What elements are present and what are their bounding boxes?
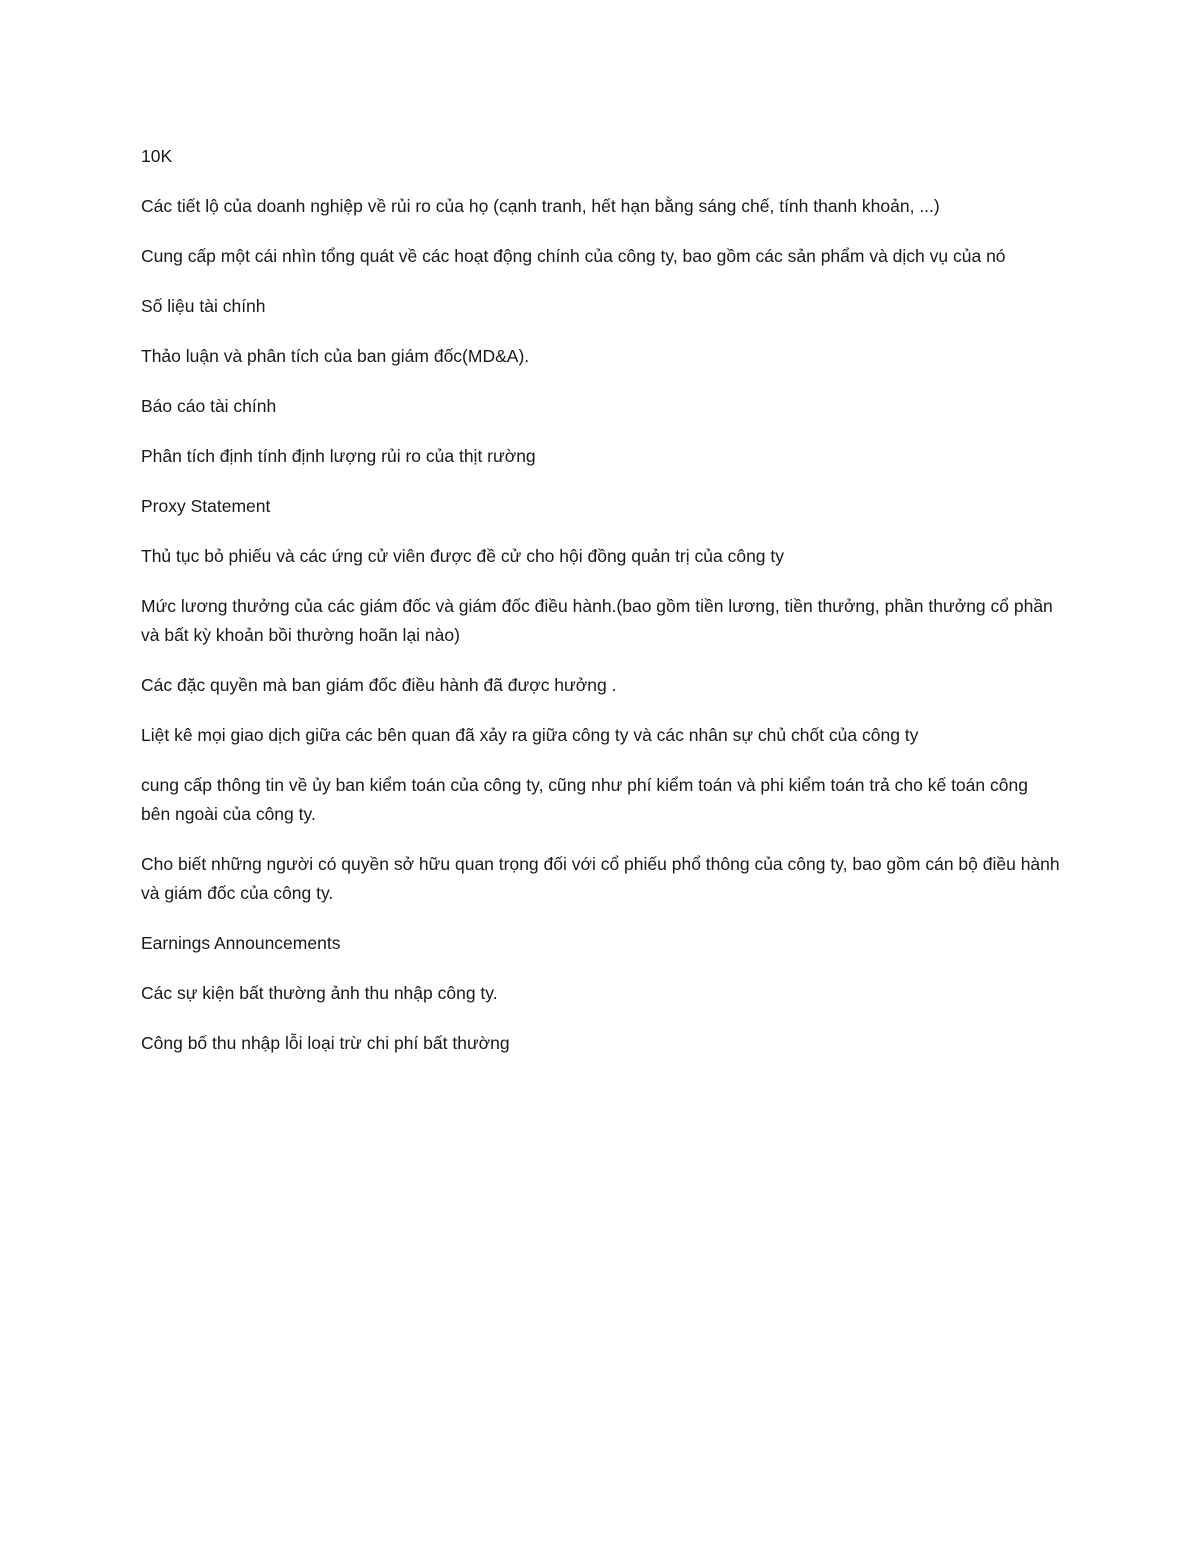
paragraph-title-earnings-announcements: Earnings Announcements <box>141 933 341 953</box>
paragraph-risk-disclosure: Các tiết lộ của doanh nghiệp về rủi ro của họ (cạnh tranh, hết hạn bằng sáng chế, tính thanh khoản, ...) <box>141 196 940 216</box>
paragraph-executive-perks: Các đặc quyền mà ban giám đốc điều hành đã được hưởng . <box>141 675 617 695</box>
paragraph-executive-compensation: Mức lương thưởng của các giám đốc và giám đốc điều hành.(bao gồm tiền lương, tiền thưởng, phần thưởng cổ phần và bất kỳ khoản bồi thường hoãn lại nào) <box>141 596 1053 645</box>
paragraph-audit-committee: cung cấp thông tin về ủy ban kiểm toán của công ty, cũng như phí kiểm toán và phi kiểm toán trả cho kế toán công bên ngoài của công ty. <box>141 775 1028 824</box>
paragraph-business-overview: Cung cấp một cái nhìn tổng quát về các hoạt động chính của công ty, bao gồm các sản phẩm và dịch vụ của nó <box>141 246 1006 266</box>
paragraph-major-shareholders: Cho biết những người có quyền sở hữu quan trọng đối với cổ phiếu phổ thông của công ty, bao gồm cán bộ điều hành và giám đốc của công ty. <box>141 854 1060 903</box>
paragraph-financial-data: Số liệu tài chính <box>141 296 266 316</box>
paragraph-mda: Thảo luận và phân tích của ban giám đốc(MD&A). <box>141 346 530 366</box>
document-body <box>141 142 1061 1079</box>
paragraph-market-risk: Phân tích định tính định lượng rủi ro của thịt rường <box>141 446 536 466</box>
paragraph-financial-statements: Báo cáo tài chính <box>141 396 277 416</box>
paragraph-unusual-events: Các sự kiện bất thường ảnh thu nhập công ty. <box>141 983 498 1003</box>
paragraph-related-party-transactions: Liệt kê mọi giao dịch giữa các bên quan đã xảy ra giữa công ty và các nhân sự chủ chốt của công ty <box>141 725 919 745</box>
paragraph-earnings-excluding-costs: Công bố thu nhập lỗi loại trừ chi phí bất thường <box>141 1033 510 1053</box>
paragraph-title-10k: 10K <box>141 146 173 166</box>
paragraph-voting-procedures: Thủ tục bỏ phiếu và các ứng cử viên được đề cử cho hội đồng quản trị của công ty <box>141 546 785 566</box>
paragraph-title-proxy-statement: Proxy Statement <box>141 496 271 516</box>
